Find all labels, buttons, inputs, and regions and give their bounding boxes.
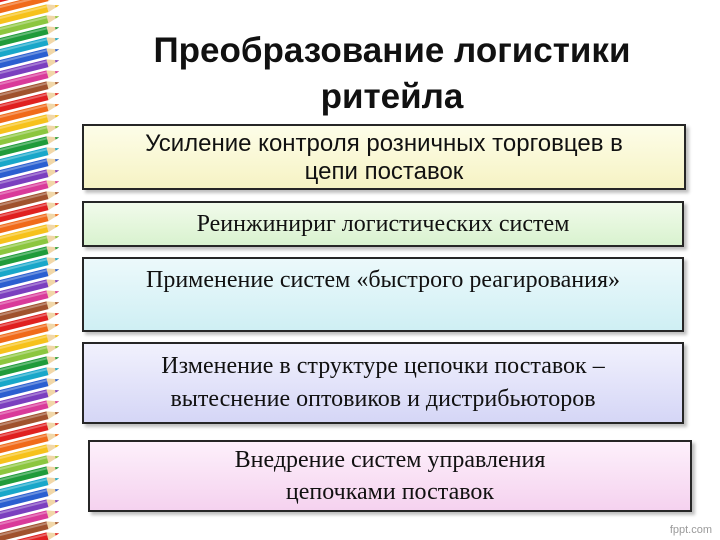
box-supply-chain-structure — [82, 342, 684, 424]
box-supply-chain-structure-line-1: Изменение в структуре цепочки поставок – — [161, 353, 605, 379]
pencil-border-decoration — [0, 0, 80, 540]
box-retail-control — [82, 124, 686, 190]
box-retail-control-line-2: цепи поставок — [304, 158, 464, 185]
box-quick-response — [82, 257, 684, 332]
box-scm-systems-line-2: цепочками поставок — [285, 479, 495, 505]
slide-title — [92, 28, 692, 120]
box-quick-response-text: Применение систем «быстрого реагирования» — [145, 267, 621, 293]
watermark-text: fppt.com — [669, 524, 712, 536]
box-scm-systems — [88, 440, 692, 512]
slide-title-line-1: Преобразование логистики — [153, 31, 631, 70]
box-reengineering — [82, 201, 684, 247]
box-retail-control-line-1: Усиление контроля розничных торговцев в — [145, 130, 623, 157]
box-supply-chain-structure-line-2: вытеснение оптовиков и дистрибьюторов — [170, 386, 596, 412]
box-reengineering-text: Реинжинириг логистических систем — [196, 210, 570, 237]
slide-title-line-2: ритейла — [320, 77, 464, 116]
box-scm-systems-line-1: Внедрение систем управления — [234, 447, 546, 473]
